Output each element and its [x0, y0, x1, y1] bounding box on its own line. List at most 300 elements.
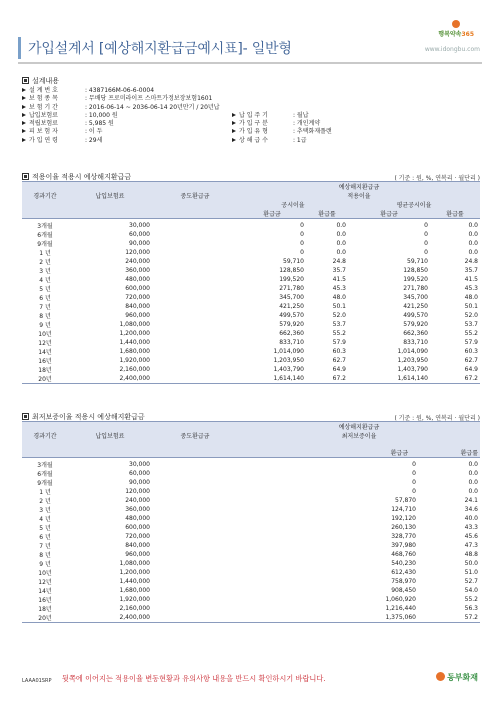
table-cell: 45.6 [464, 533, 478, 540]
table-cell: 2,160,000 [119, 366, 150, 373]
table-cell: 24.8 [332, 258, 346, 265]
table-row [22, 248, 480, 257]
table-cell [152, 365, 238, 374]
table-cell: 0.0 [468, 479, 478, 486]
header-rate: 환급률 [306, 209, 348, 219]
header-announced-rate: 공시이율 [238, 200, 348, 209]
table-cell: 1,216,440 [385, 605, 416, 612]
table-cell: 2,400,000 [68, 374, 152, 384]
table-cell: 67.2 [306, 374, 348, 384]
table-cell: 50.1 [332, 303, 346, 310]
table-cell: 60,000 [129, 470, 150, 477]
table-cell: 9 년 [39, 561, 51, 568]
table-cell: 34.6 [464, 506, 478, 513]
header-min-guarantee-rate: 최저보증이율 [238, 431, 480, 440]
table-cell: 14년 [38, 349, 52, 356]
refund-table-min-guarantee [22, 421, 480, 623]
table-cell: 833,710 [279, 339, 304, 346]
table-row [22, 365, 480, 374]
table-cell: 0.0 [418, 458, 480, 470]
table-cell: 62.7 [464, 357, 478, 364]
table-cell: 840,000 [125, 542, 150, 549]
table-cell: 271,780 [403, 285, 428, 292]
table-row [22, 219, 480, 231]
table-cell: 16년 [38, 597, 52, 604]
section-design-heading: 설계내용 [22, 76, 59, 86]
table-cell: 1,920,000 [119, 357, 150, 364]
table-cell: 57,870 [395, 497, 416, 504]
site-url: www.idongbu.com [424, 46, 480, 53]
table-cell: 10년 [38, 570, 52, 577]
table-cell: 360,000 [125, 267, 150, 274]
table-cell: 1,203,950 [273, 357, 304, 364]
triangle-bullet-icon [232, 138, 236, 142]
table-cell: 662,360 [403, 330, 428, 337]
table-cell: 51.0 [464, 569, 478, 576]
table-cell: 0 [412, 479, 416, 486]
table-cell [152, 329, 238, 338]
table-cell: 1,403,790 [273, 366, 304, 373]
table-row [22, 505, 480, 514]
table-cell: 0 [238, 219, 306, 231]
header-avg-announced-rate: 평균공시이율 [348, 200, 480, 209]
info-label: 가 입 구 분 [239, 120, 268, 128]
table-cell [152, 586, 238, 595]
table-cell: 4 년 [39, 516, 51, 523]
table-cell: 7 년 [39, 543, 51, 550]
table-cell: 960,000 [125, 312, 150, 319]
info-label: 납 입 주 기 [239, 111, 268, 119]
table-cell: 5 년 [39, 286, 51, 293]
table-cell: 53.7 [464, 321, 478, 328]
header-amount: 환급금 [348, 209, 430, 219]
table-row [22, 320, 480, 329]
table-cell: 9개월 [37, 480, 53, 487]
info-label: 상 해 급 수 [239, 136, 268, 144]
table-cell: 0.0 [468, 470, 478, 477]
table-cell: 199,520 [403, 276, 428, 283]
table-row [22, 541, 480, 550]
table-row [22, 532, 480, 541]
triangle-bullet-icon [22, 138, 26, 142]
table-cell: 35.7 [464, 267, 478, 274]
header-mid-refund: 중도환급금 [152, 422, 238, 449]
info-row [22, 104, 220, 112]
table-row [22, 311, 480, 320]
table-cell: 55.2 [464, 330, 478, 337]
table-cell: 260,130 [391, 524, 416, 531]
table-cell: 90,000 [129, 479, 150, 486]
table-cell: 1,440,000 [119, 339, 150, 346]
square-bullet-icon [22, 77, 29, 84]
table-cell [152, 613, 238, 623]
table-row [22, 550, 480, 559]
table-cell: 421,250 [403, 303, 428, 310]
table-cell [152, 550, 238, 559]
table-cell: 480,000 [125, 515, 150, 522]
table-cell [152, 347, 238, 356]
table-cell [152, 505, 238, 514]
table-cell: 16년 [38, 358, 52, 365]
header-amount: 환급금 [238, 448, 418, 458]
table-cell: 10년 [38, 331, 52, 338]
table-cell: 24.1 [464, 497, 478, 504]
table-cell [152, 248, 238, 257]
info-label: 보 험 기 간 [29, 103, 58, 111]
info-label: 가 입 유 형 [239, 128, 268, 136]
table-cell [152, 469, 238, 478]
info-value: : 추택화재플랜 [293, 128, 332, 136]
table-cell: 24.8 [464, 258, 478, 265]
title-accent [18, 37, 21, 59]
table-cell: 480,000 [125, 276, 150, 283]
table-cell: 124,710 [391, 506, 416, 513]
table-row [22, 230, 480, 239]
table-cell: 0.0 [336, 231, 346, 238]
table-cell [152, 559, 238, 568]
table-cell: 2,160,000 [119, 605, 150, 612]
table-cell: 0.0 [468, 231, 478, 238]
table-cell: 52.0 [464, 312, 478, 319]
table-cell [152, 284, 238, 293]
table-cell: 960,000 [125, 551, 150, 558]
table-cell: 41.5 [332, 276, 346, 283]
table-cell: 128,850 [403, 267, 428, 274]
header-applied-rate: 적용이율 [238, 191, 480, 200]
table-cell: 1,060,920 [385, 596, 416, 603]
table-cell: 41.5 [464, 276, 478, 283]
table-row [22, 347, 480, 356]
table-cell: 0.0 [468, 249, 478, 256]
table-cell: 48.0 [332, 294, 346, 301]
table-cell: 50.1 [464, 303, 478, 310]
info-value: : 2016-06-14 ~ 2036-06-14 20년만기 / 20년납 [85, 103, 220, 111]
info-label: 납입보험료 [29, 111, 58, 119]
table-cell: 45.3 [332, 285, 346, 292]
table-cell: 0 [412, 488, 416, 495]
table-cell: 62.7 [332, 357, 346, 364]
table-cell: 0.0 [430, 219, 480, 231]
table-cell: 240,000 [125, 258, 150, 265]
table-row [22, 257, 480, 266]
table-cell: 7 년 [39, 304, 51, 311]
table-cell [152, 514, 238, 523]
table-row [22, 595, 480, 604]
info-label: 보 험 종 목 [29, 95, 58, 103]
table-cell: 2 년 [39, 259, 51, 266]
table-cell: 120,000 [125, 249, 150, 256]
table-cell: 2,400,000 [68, 613, 152, 623]
table-cell: 3 년 [39, 507, 51, 514]
table-cell: 833,710 [403, 339, 428, 346]
table-cell: 0.0 [468, 240, 478, 247]
table-cell [152, 257, 238, 266]
table-row [22, 613, 480, 623]
table-cell: 1 년 [39, 250, 51, 257]
header-period: 경과기간 [22, 182, 68, 210]
table-cell: 240,000 [125, 497, 150, 504]
table-cell: 57.2 [418, 613, 480, 623]
table-cell [152, 311, 238, 320]
table-row [22, 577, 480, 586]
triangle-bullet-icon [22, 121, 26, 125]
table-row [22, 329, 480, 338]
footer-notice: 뒷쪽에 이어지는 적용이율 변동현황과 유의사항 내용을 반드시 확인하시기 바랍니다. [62, 674, 326, 683]
table-cell: 5 년 [39, 525, 51, 532]
table-cell: 20년 [22, 374, 68, 384]
table-row [22, 604, 480, 613]
section-table2-heading: 최저보증이율 적용시 예상해지환급금 [22, 412, 145, 422]
table-cell: 345,700 [279, 294, 304, 301]
table-cell: 199,520 [279, 276, 304, 283]
table-cell: 43.3 [464, 524, 478, 531]
table-cell: 52.0 [332, 312, 346, 319]
table-cell [152, 458, 238, 470]
table-row [22, 514, 480, 523]
info-label: 피 보 험 자 [29, 128, 58, 136]
table-row [22, 266, 480, 275]
info-row [22, 128, 332, 136]
table-cell [152, 293, 238, 302]
table-cell [152, 568, 238, 577]
info-value: : 개인계약 [293, 120, 321, 128]
table-cell: 720,000 [125, 294, 150, 301]
table-cell: 2 년 [39, 498, 51, 505]
table-cell: 6개월 [37, 232, 53, 239]
triangle-bullet-icon [22, 129, 26, 133]
table-cell: 67.2 [430, 374, 480, 384]
triangle-bullet-icon [22, 105, 26, 109]
table-row [22, 469, 480, 478]
table-cell: 1,614,140 [348, 374, 430, 384]
info-value: : 1급 [293, 136, 307, 144]
table-cell [152, 577, 238, 586]
triangle-bullet-icon [22, 88, 26, 92]
table-row [22, 293, 480, 302]
table-row [22, 487, 480, 496]
triangle-bullet-icon [22, 113, 26, 117]
brand-number: 365 [461, 31, 474, 38]
table2-unit-note: ( 기준 : 원, %, 연복리 · 월단리 ) [394, 415, 480, 422]
table-cell [152, 302, 238, 311]
table-cell: 499,570 [279, 312, 304, 319]
table-cell: 60.3 [332, 348, 346, 355]
table-cell: 1,200,000 [119, 330, 150, 337]
info-value: : 이 두 [85, 128, 103, 136]
design-info [22, 87, 332, 145]
table-cell: 0 [300, 249, 304, 256]
table-cell: 0.0 [336, 240, 346, 247]
table-cell: 3개월 [22, 458, 68, 470]
triangle-bullet-icon [232, 129, 236, 133]
table-cell [152, 487, 238, 496]
table-cell: 59,710 [407, 258, 428, 265]
table-cell: 612,430 [391, 569, 416, 576]
table-cell: 0 [300, 231, 304, 238]
table-cell: 271,780 [279, 285, 304, 292]
triangle-bullet-icon [22, 96, 26, 100]
table-cell [152, 230, 238, 239]
table-cell: 0 [424, 249, 428, 256]
table-cell: 18년 [38, 606, 52, 613]
page-title: 가입설계서 [예상해지환급금예시표]- 일반형 [28, 41, 292, 57]
table-cell: 48.0 [464, 294, 478, 301]
section-table1-heading: 적용이율 적용시 예상해지환급금 [22, 172, 131, 182]
info-value: : 월납 [293, 111, 309, 119]
header-mid-refund: 중도환급금 [152, 182, 238, 210]
info-value: : 5,985 원 [85, 120, 114, 128]
table-cell: 360,000 [125, 506, 150, 513]
table-cell: 3 년 [39, 268, 51, 275]
table-cell: 1 년 [39, 489, 51, 496]
header-paid: 납입보험료 [68, 182, 152, 210]
table-cell [152, 239, 238, 248]
table-cell [152, 532, 238, 541]
table-cell: 1,014,090 [397, 348, 428, 355]
table-cell [152, 595, 238, 604]
table-cell: 1,080,000 [119, 560, 150, 567]
table-cell [152, 478, 238, 487]
table-cell: 20년 [22, 613, 68, 623]
table-cell: 1,200,000 [119, 569, 150, 576]
table-cell: 1,014,090 [273, 348, 304, 355]
info-value: : 4387166M-06-6-0004 [85, 87, 155, 94]
table-cell: 0 [348, 219, 430, 231]
table-row [22, 284, 480, 293]
table-cell: 0.0 [306, 219, 348, 231]
table-cell: 120,000 [125, 488, 150, 495]
table-cell: 579,920 [279, 321, 304, 328]
table-cell: 55.2 [332, 330, 346, 337]
table-cell: 30,000 [68, 458, 152, 470]
table-row [22, 568, 480, 577]
header-rate: 환급률 [418, 448, 480, 458]
table-cell: 192,120 [391, 515, 416, 522]
table-cell: 60.3 [464, 348, 478, 355]
table-cell: 18년 [38, 367, 52, 374]
table-cell: 45.3 [464, 285, 478, 292]
table-cell: 12년 [38, 579, 52, 586]
table-row [22, 559, 480, 568]
table-cell: 468,760 [391, 551, 416, 558]
table-cell: 758,970 [391, 578, 416, 585]
table-cell: 30,000 [68, 219, 152, 231]
table-cell: 579,920 [403, 321, 428, 328]
table-cell: 1,375,060 [238, 613, 418, 623]
refund-table-applied-rate [22, 181, 480, 384]
table-cell: 328,770 [391, 533, 416, 540]
table-row [22, 523, 480, 532]
table-row [22, 356, 480, 365]
table-cell: 1,203,950 [397, 357, 428, 364]
table-cell: 1,920,000 [119, 596, 150, 603]
header-rate: 환급률 [430, 209, 480, 219]
table-cell: 540,230 [391, 560, 416, 567]
table-cell [152, 275, 238, 284]
header-refund-group: 예상해지환급금 [238, 422, 480, 432]
table-row [22, 458, 480, 470]
table-cell: 0 [300, 240, 304, 247]
table-cell: 54.0 [464, 587, 478, 594]
info-row [22, 111, 309, 120]
table-cell: 0 [424, 240, 428, 247]
title-bar [18, 36, 482, 64]
table-cell: 1,080,000 [119, 321, 150, 328]
info-value: : 무배당 프로미라이프 스마트가정보장보험1601 [85, 95, 213, 103]
table-cell: 55.2 [464, 596, 478, 603]
table-row [22, 496, 480, 505]
table-cell: 1,680,000 [119, 587, 150, 594]
table-cell: 4 년 [39, 277, 51, 284]
info-value: : 10,000 원 [85, 111, 118, 119]
table-cell [152, 374, 238, 384]
table-cell: 57.9 [464, 339, 478, 346]
header-refund-group: 예상해지환급금 [238, 182, 480, 192]
table-cell: 50.0 [464, 560, 478, 567]
info-label: 적립보험료 [29, 120, 58, 128]
table-cell: 60,000 [129, 231, 150, 238]
table-cell [152, 338, 238, 347]
table-cell: 840,000 [125, 303, 150, 310]
table-cell: 35.7 [332, 267, 346, 274]
table-cell: 12년 [38, 340, 52, 347]
table-cell: 421,250 [279, 303, 304, 310]
table-cell: 397,980 [391, 542, 416, 549]
company-logo: 동부화재 [436, 672, 478, 683]
table-cell: 57.9 [332, 339, 346, 346]
table-cell: 9개월 [37, 241, 53, 248]
table-row [22, 374, 480, 384]
table-row [22, 586, 480, 595]
table-cell: 47.3 [464, 542, 478, 549]
table-cell: 3개월 [22, 219, 68, 231]
table-cell: 8 년 [39, 552, 51, 559]
table-cell: 8 년 [39, 313, 51, 320]
table-cell: 1,614,140 [238, 374, 306, 384]
table-cell: 0 [412, 470, 416, 477]
table-row [22, 275, 480, 284]
header-period: 경과기간 [22, 422, 68, 449]
table-cell [152, 541, 238, 550]
table-cell: 1,680,000 [119, 348, 150, 355]
info-label: 설 계 번 호 [29, 87, 58, 94]
table-cell: 0.0 [336, 249, 346, 256]
table-cell: 6개월 [37, 471, 53, 478]
table-cell: 9 년 [39, 322, 51, 329]
table-cell: 59,710 [283, 258, 304, 265]
table-row [22, 338, 480, 347]
table1-unit-note: ( 기준 : 원, %, 연복리 · 월단리 ) [394, 175, 480, 182]
table-cell: 128,850 [279, 267, 304, 274]
table-cell: 720,000 [125, 533, 150, 540]
table-cell: 908,450 [391, 587, 416, 594]
header-paid: 납입보험료 [68, 422, 152, 449]
table-row [22, 478, 480, 487]
table-cell: 1,440,000 [119, 578, 150, 585]
table-cell: 6 년 [39, 534, 51, 541]
table-cell [152, 604, 238, 613]
brand-name: 행복약속 [438, 31, 462, 38]
table-cell: 56.3 [464, 605, 478, 612]
triangle-bullet-icon [232, 113, 236, 117]
table-cell: 0 [238, 458, 418, 470]
form-code: LAAA01SRP [22, 678, 52, 684]
table-cell: 53.7 [332, 321, 346, 328]
table-row [22, 302, 480, 311]
table-cell: 6 년 [39, 295, 51, 302]
table-cell: 345,700 [403, 294, 428, 301]
header-amount: 환급금 [238, 209, 306, 219]
